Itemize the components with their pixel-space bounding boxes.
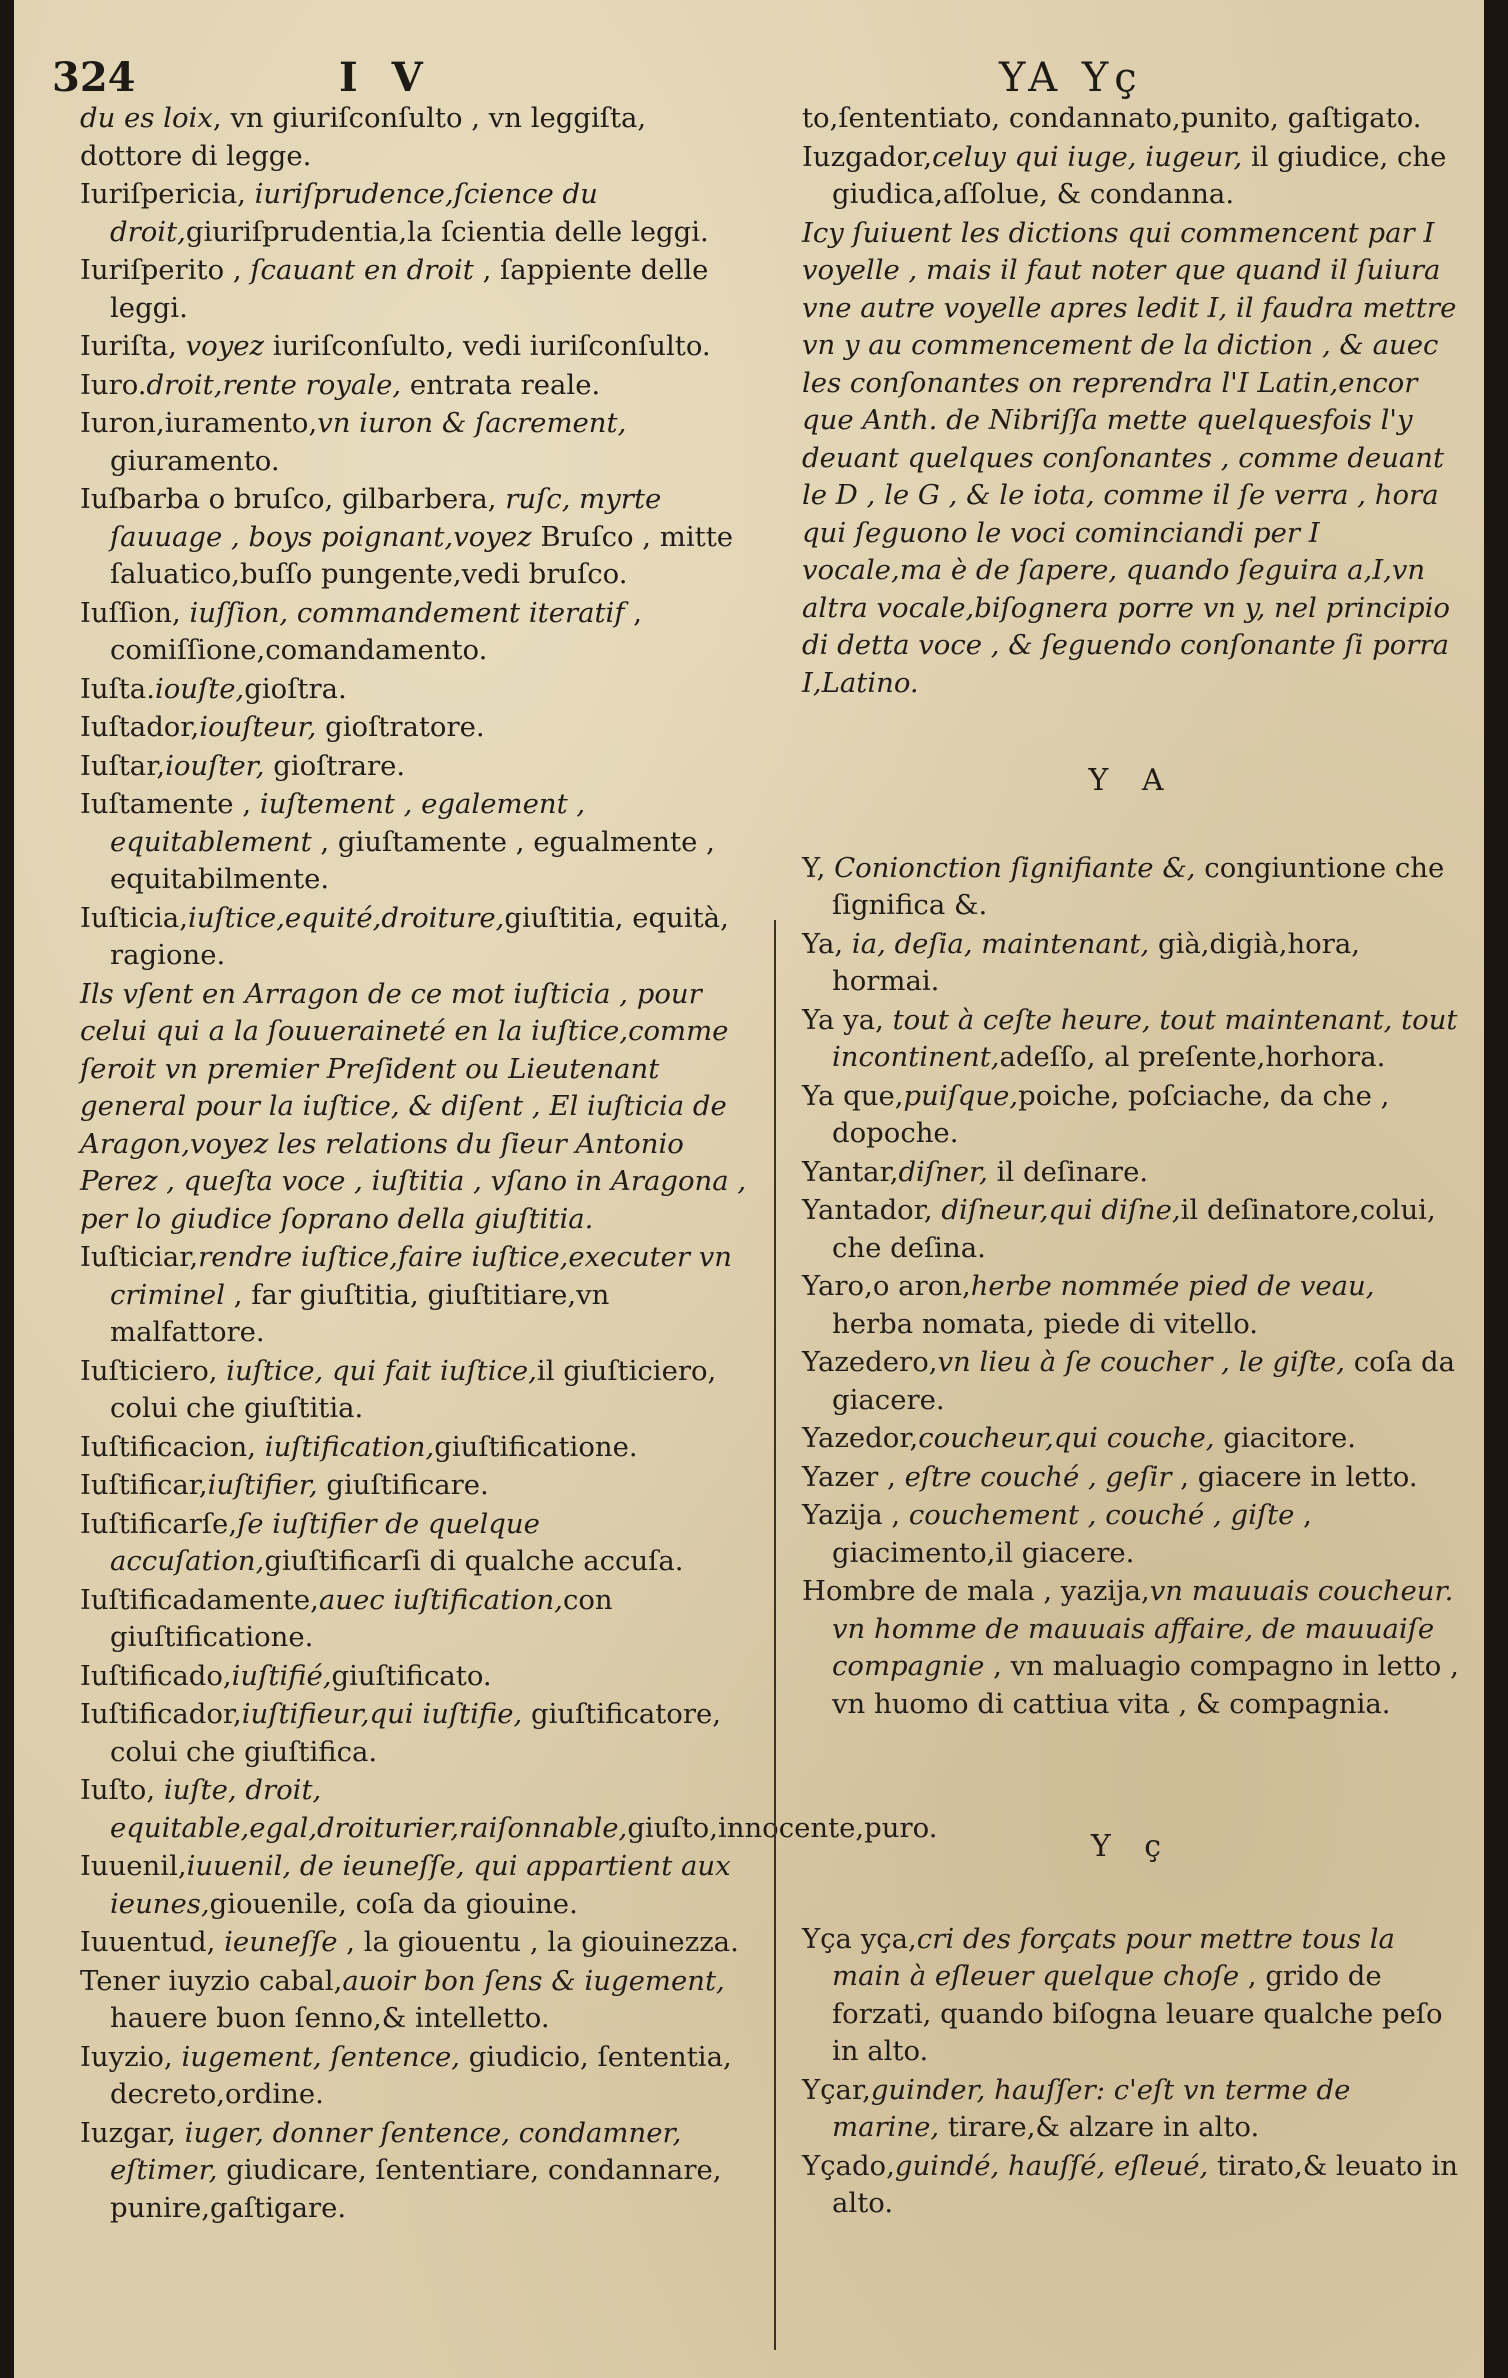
french-gloss: il faudra mettre vn y au commencement de la diction , & auec les conſonantes on reprendra l'I Latin,encor que Anth. de Nibriſſa mette quelquesfois l'y deuant quelques conſonantes , comme deuant le D , le G , & le iota, comme il ſe verra , <box>802 291 1457 511</box>
entry-text: Iuro. <box>80 368 147 401</box>
french-gloss: iuſte, droit, equitable,egal,droiturier,raiſonnable, <box>110 1774 628 1844</box>
editorial-note <box>802 215 1462 703</box>
entry-text: giuramento. <box>110 444 280 477</box>
entry-text: Antonio Perez , queſta voce , iuſtitia , vſano in Aragona , per lo giudice ſoprano della giuſtitia. <box>80 1127 747 1235</box>
french-gloss: Ils vſent en Arragon de ce mot <box>80 977 514 1010</box>
dictionary-entry <box>80 100 752 175</box>
entry-text: Iuriſperito , <box>80 254 251 286</box>
dictionary-entry <box>80 1353 752 1428</box>
dictionary-entry <box>80 405 752 480</box>
french-gloss: ſe iuſtifier de quelque accuſation, <box>110 1507 540 1577</box>
french-gloss: droit,rente royale, <box>146 368 402 401</box>
entry-text: Yazedero, <box>802 1346 938 1378</box>
dictionary-entry <box>802 1002 1462 1077</box>
entry-text: El iuſticia de Aragon, <box>80 1090 727 1160</box>
dictionary-entry <box>80 328 752 366</box>
french-gloss: iuſtification, <box>264 1430 435 1463</box>
entry-text: Iuron,iuramento, <box>80 407 318 439</box>
french-gloss: iugement, ſentence, <box>181 2040 461 2073</box>
entry-text: Yçar, <box>802 2073 871 2106</box>
entry-text: gioſtrare. <box>264 749 406 782</box>
dictionary-entry <box>802 926 1462 1001</box>
editorial-note <box>80 976 752 1239</box>
entry-text: giuſto,innocente,puro. <box>627 1811 938 1844</box>
entry-text: Tener iuyzio cabal, <box>80 1964 343 1997</box>
entry-text: Iuriſta, <box>80 330 186 362</box>
entry-text: Iuuenil, <box>80 1850 187 1882</box>
entry-text: giuſtificarſi di qualche accuſa. <box>264 1545 684 1577</box>
dictionary-entry <box>802 2072 1462 2147</box>
entry-text: Yantador, <box>802 1194 942 1226</box>
dictionary-entry <box>802 1344 1462 1419</box>
entry-text: Iuzgar, <box>80 2116 185 2149</box>
entry-text: il deſinare. <box>987 1155 1149 1188</box>
dictionary-entry <box>80 786 752 899</box>
section-heading-yc: Y ç <box>1090 1829 1174 1864</box>
entry-text: tirato,& leuato in alto. <box>832 2149 1458 2219</box>
entry-text: Bruſco , mitte ſaluatico,buſſo pungente,vedi bruſco. <box>110 520 734 590</box>
entry-text: Yazer , <box>802 1460 905 1493</box>
dictionary-entry <box>802 1078 1462 1153</box>
section-heading-ya: Y A <box>1088 763 1176 798</box>
dictionary-entry <box>80 1658 752 1696</box>
french-gloss: iouſteur, <box>199 711 317 743</box>
entry-text: Iuyzio, <box>80 2040 182 2073</box>
french-gloss: eſtre couché , geſir <box>904 1460 1172 1493</box>
entry-text: , giacimento,il giacere. <box>832 1499 1312 1569</box>
right-column <box>802 100 1462 2224</box>
french-gloss: voyez les relations du ſieur <box>190 1127 567 1160</box>
french-gloss: vn lieu à ſe coucher , le giſte, <box>937 1346 1346 1378</box>
french-gloss: ieuneſſe <box>224 1926 338 1958</box>
entry-text: giouenile, coſa da giouine. <box>209 1887 578 1920</box>
french-gloss: guindé, hauſſé, eſleué, <box>894 2149 1209 2182</box>
french-gloss: vn mauuais coucheur. vn homme de mauuais affaire, de mauuaiſe compagnie <box>832 1575 1454 1682</box>
french-gloss: , pour celui qui a la ſouueraineté en la iuſtice,comme ſeroit vn premier Preſident ou Lieutenant general pour la iuſtice, & diſent , <box>80 977 729 1122</box>
page-number: 324 <box>52 54 136 101</box>
entry-text: , vn maluagio compagno in letto , vn huomo di cattiua vita , & compagnia. <box>832 1650 1459 1720</box>
entry-text: Yazedor, <box>802 1422 919 1454</box>
entry-text: Yça yça, <box>802 1922 917 1955</box>
entry-text: giuſtificatore, colui che giuſtifica. <box>110 1698 722 1768</box>
french-gloss: iuger, donner ſentence, condamner, eſtimer, <box>110 2116 682 2186</box>
section-ya-entries <box>802 850 1462 1724</box>
entry-text: Iuriſpericia, <box>80 178 255 210</box>
entry-text: Iuſtamente , <box>80 788 260 820</box>
french-gloss: du es loix <box>80 102 213 134</box>
entry-text: gioſtratore. <box>316 711 485 743</box>
french-gloss: iouſte, <box>154 672 245 705</box>
dictionary-entry <box>80 481 752 594</box>
french-gloss: iuſtice,equité,droiture, <box>187 901 505 934</box>
dictionary-entry <box>80 1467 752 1505</box>
french-gloss: herbe nommée pied de veau, <box>970 1270 1375 1302</box>
dictionary-entry <box>80 900 752 975</box>
entry-text: con giuſtificatione. <box>110 1583 613 1653</box>
entry-text: Iuſtador, <box>80 711 200 743</box>
dictionary-entry <box>802 1459 1462 1497</box>
entry-text: gioſtra. <box>244 672 347 705</box>
french-gloss: tout à ceſte heure, tout maintenant, tout incontinent, <box>832 1003 1458 1073</box>
section-yc-entries <box>802 1921 1462 2223</box>
dictionary-entry <box>80 1239 752 1352</box>
dictionary-entry <box>802 1268 1462 1343</box>
entry-text: giuſtificare. <box>317 1469 489 1501</box>
french-gloss: iuſtifier, <box>207 1469 318 1501</box>
entry-text: iuſticia <box>513 977 611 1010</box>
entry-text: giudicare, ſententiare, condannare, punire,gaſtigare. <box>110 2154 722 2224</box>
entry-text: , giacere in letto. <box>1171 1460 1418 1493</box>
entry-text: to,ſententiato, condannato,punito, gaſtigato. <box>802 102 1422 134</box>
french-gloss: auoir bon ſens & iugement, <box>342 1964 725 1997</box>
entry-text: poiche, poſciache, da che , dopoche. <box>832 1079 1390 1149</box>
entry-text: , giuſtamente , egualmente , equitabilmente. <box>110 825 715 895</box>
entry-text: entrata reale. <box>401 368 601 401</box>
entry-text: Hombre de mala , yazija, <box>802 1575 1150 1607</box>
french-gloss: coucheur,qui couche, <box>918 1422 1215 1454</box>
entry-text: hora qui ſeguono le voci cominciandi per I vocale,ma è de ſapere, quando ſeguira a,I,vn altra vocale,biſognera porre vn y, nel principio di detta voce , & ſeguendo conſonante ſi porra I,Latino. <box>802 479 1450 699</box>
french-gloss: guinder, hauſſer: c'eſt vn terme de marine, <box>832 2073 1351 2143</box>
dictionary-entry <box>80 1582 752 1657</box>
entry-text: I <box>1423 216 1435 249</box>
dictionary-entry <box>80 367 752 405</box>
french-gloss: iuſtifié, <box>231 1659 332 1692</box>
french-gloss: ia, deſia, maintenant, <box>851 927 1150 960</box>
french-gloss: diſner, <box>898 1155 988 1188</box>
dictionary-entry <box>80 595 752 670</box>
book-page <box>14 0 1484 2378</box>
entry-text: Iuſtificarſe, <box>80 1507 238 1540</box>
entry-text: Iuſtificadamente, <box>80 1583 319 1616</box>
entry-text: Iuſtificar, <box>80 1469 208 1501</box>
entry-text: hauere buon ſenno,& intelletto. <box>110 2002 550 2034</box>
entry-text: Ya que, <box>802 1079 904 1112</box>
entry-text: , far giuſtitia, giuſtitiare,vn malfattore. <box>110 1278 610 1348</box>
entry-text: , grido de forzati, quando biſogna leuare qualche peſo in alto. <box>832 1960 1443 2067</box>
dictionary-entry <box>802 100 1462 138</box>
left-running-head: I V <box>339 54 433 101</box>
dictionary-entry <box>802 1921 1462 2071</box>
entry-text: giuſtitia, equità, ragione. <box>110 901 729 971</box>
entry-text: Ya ya, <box>802 1003 893 1036</box>
entry-text: giudicio, ſententia, decreto,ordine. <box>110 2040 732 2110</box>
french-gloss: rendre iuſtice,faire iuſtice,executer vn criminel <box>110 1241 733 1311</box>
entry-text: Iuſbarba o bruſco, gilbarbera, <box>80 483 506 515</box>
entry-text: Iuſta. <box>80 672 155 705</box>
entry-text: Yantar, <box>802 1155 899 1188</box>
dictionary-entry <box>802 1573 1462 1723</box>
entry-text: giacitore. <box>1214 1422 1357 1454</box>
entry-text: il giudice, che giudica,aſſolue, & condanna. <box>832 140 1447 210</box>
dictionary-entry <box>802 1192 1462 1267</box>
french-gloss: puiſque, <box>903 1079 1019 1112</box>
french-gloss: celuy qui iuge, iugeur, <box>932 140 1243 173</box>
entry-text: Iuzgador, <box>802 140 933 173</box>
entry-text: Iuſticiero, <box>80 1354 227 1387</box>
entry-text: giuſtificato. <box>331 1659 492 1692</box>
french-gloss: iuuenil, de ieuneſſe, qui appartient aux ieunes, <box>110 1850 731 1920</box>
french-gloss: ſcauant en droit <box>250 254 474 286</box>
french-gloss: cri des forçats pour mettre tous la main à eſleuer quelque choſe <box>832 1922 1395 1992</box>
entry-text: giuriſprudentia,la ſcientia delle leggi. <box>185 215 709 248</box>
entry-text: herba nomata, piede di vitello. <box>832 1307 1259 1340</box>
dictionary-entry <box>802 850 1462 925</box>
entry-text: , comiſſione,comandamento. <box>110 596 643 666</box>
entry-text: Iuſto, <box>80 1774 164 1806</box>
french-gloss: iuriſprudence,ſcience du droit, <box>110 178 598 248</box>
entry-text: il deſinatore,colui, che deſina. <box>832 1194 1436 1264</box>
french-gloss: iuſtice, qui fait iuſtice, <box>226 1354 537 1387</box>
dictionary-entry <box>80 748 752 786</box>
entry-text: , vn giuriſconſulto , vn leggiſta, dottore di legge. <box>80 102 647 172</box>
dictionary-entry <box>80 1848 752 1923</box>
french-gloss: Icy ſuiuent les dictions qui commencent par <box>802 216 1424 249</box>
entry-text: Iuſtar, <box>80 749 166 782</box>
dictionary-entry <box>802 1420 1462 1458</box>
french-gloss: Conionction ſignifiante &, <box>834 851 1196 884</box>
entry-text: , la giouentu , la giouinezza. <box>337 1926 739 1958</box>
entry-text: Yaro,o aron, <box>802 1270 971 1302</box>
dictionary-entry <box>80 1429 752 1467</box>
entry-text: Ya, <box>802 927 852 960</box>
french-gloss: voyez <box>185 330 265 362</box>
dictionary-entry <box>80 176 752 251</box>
dictionary-entry <box>80 1696 752 1771</box>
entry-text: coſa da giacere. <box>832 1346 1456 1416</box>
french-gloss: iouſter, <box>165 749 265 782</box>
entry-text: Yazija , <box>802 1499 909 1531</box>
entry-text: già,digià,hora, hormai. <box>832 927 1360 997</box>
entry-text: , ſappiente delle leggi. <box>110 254 709 324</box>
entry-text: congiuntione che ſignifica &. <box>832 851 1445 921</box>
dictionary-entry <box>80 2039 752 2114</box>
dictionary-entry <box>80 252 752 327</box>
french-gloss: voyelle , mais il faut noter que quand il ſuiura vne autre voyelle apres ledit <box>802 254 1441 324</box>
entry-text: Iuſtificador, <box>80 1698 242 1730</box>
entry-text: Iuſtificacion, <box>80 1430 265 1463</box>
entry-text: Yçado, <box>802 2149 895 2182</box>
entry-text: adeſſo, al preſente,horhora. <box>999 1041 1386 1073</box>
entry-text: Iuſſion, <box>80 596 190 629</box>
dictionary-entry <box>802 2148 1462 2223</box>
french-gloss: vn iuron & ſacrement, <box>317 407 627 439</box>
dictionary-entry <box>80 2115 752 2228</box>
dictionary-entry <box>80 709 752 747</box>
entry-text: giuſtificatione. <box>434 1430 638 1463</box>
right-column-intro <box>802 100 1462 702</box>
entry-text: Iuuentud, <box>80 1926 225 1958</box>
french-gloss: iuſſion, commandement iteratif <box>189 596 625 629</box>
dictionary-entry <box>80 1772 938 1847</box>
entry-text: Y, <box>802 851 835 884</box>
dictionary-entry <box>80 1506 752 1581</box>
entry-text: iuriſconſulto, vedi iuriſconſulto. <box>264 330 711 362</box>
dictionary-entry <box>802 139 1462 214</box>
entry-text: Iuſtificado, <box>80 1659 232 1692</box>
french-gloss: ruſc, myrte ſauuage , boys poignant,voyez <box>110 483 662 553</box>
french-gloss: couchement , couché , giſte <box>908 1499 1295 1531</box>
entry-text: tirare,& alzare in alto. <box>939 2111 1260 2143</box>
french-gloss: iuſtifieur,qui iuſtifie, <box>241 1698 523 1730</box>
right-running-head: YA Yç <box>999 55 1143 101</box>
dictionary-entry <box>80 671 752 709</box>
french-gloss: diſneur,qui diſne, <box>941 1194 1181 1226</box>
dictionary-entry <box>80 1963 752 2038</box>
entry-text: I, <box>1207 291 1228 324</box>
entry-text: Iuſticia, <box>80 901 188 934</box>
entry-text: Iuſticiar, <box>80 1241 199 1273</box>
dictionary-entry <box>802 1497 1462 1572</box>
entry-text: il giuſticiero, colui che giuſtitia. <box>110 1354 717 1424</box>
french-gloss: iuſtement , egalement , equitablement <box>110 788 586 858</box>
column-rule <box>774 920 776 2350</box>
french-gloss: auec iuſtification, <box>318 1583 563 1616</box>
dictionary-entry <box>802 1154 1462 1192</box>
dictionary-entry <box>80 1924 752 1962</box>
